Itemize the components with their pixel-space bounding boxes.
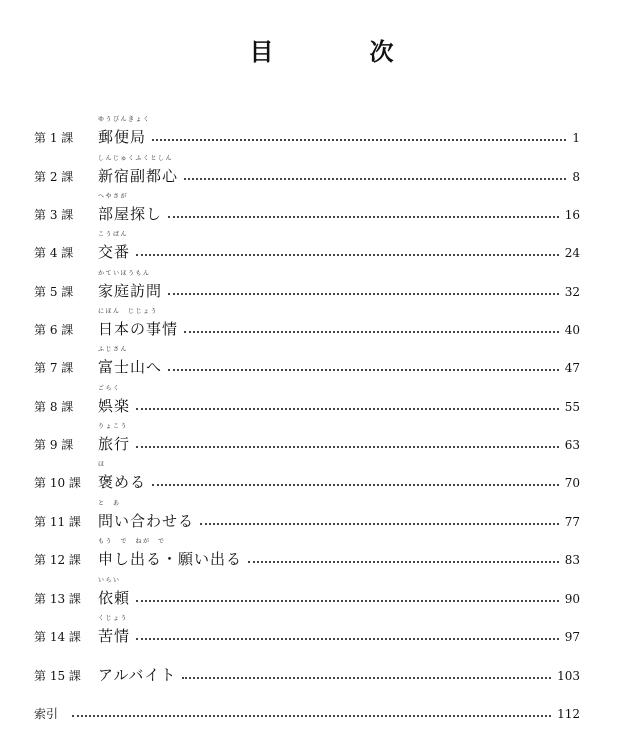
page-number: 77 bbox=[564, 515, 580, 529]
lesson-number: 第 3 課 bbox=[34, 208, 74, 222]
dot-leader bbox=[136, 638, 559, 640]
page-number: 40 bbox=[564, 323, 580, 337]
lesson-number: 第 1 課 bbox=[34, 131, 74, 145]
page-number: 97 bbox=[564, 630, 580, 644]
toc-entry-lesson-15[interactable] bbox=[34, 654, 580, 684]
lesson-title-block bbox=[98, 116, 151, 146]
page-number: 83 bbox=[564, 553, 580, 567]
furigana-reading: ほ bbox=[98, 461, 106, 468]
page-number: 16 bbox=[564, 208, 580, 222]
dot-leader bbox=[136, 254, 559, 256]
lesson-title: 家庭訪問 bbox=[98, 282, 163, 300]
page-title: 目 次 bbox=[249, 38, 430, 66]
lesson-title-block bbox=[98, 155, 178, 185]
dot-leader bbox=[152, 139, 566, 141]
lesson-number: 第 11 課 bbox=[34, 515, 81, 529]
page-number: 24 bbox=[564, 246, 580, 260]
toc-entry-lesson-1[interactable] bbox=[34, 116, 580, 146]
dot-leader bbox=[184, 178, 566, 180]
lesson-title-block bbox=[98, 193, 162, 223]
lesson-number: 第 7 課 bbox=[34, 361, 74, 375]
furigana-reading: こうばん bbox=[98, 231, 129, 238]
furigana-reading: しんじゅくふくとしん bbox=[98, 155, 174, 162]
toc-entry-lesson-3[interactable] bbox=[34, 193, 580, 223]
lesson-title: 部屋探し bbox=[98, 205, 163, 223]
dot-leader bbox=[136, 408, 559, 410]
lesson-number: 第 8 課 bbox=[34, 400, 74, 414]
lesson-title-block bbox=[98, 423, 130, 453]
furigana-reading: と あ bbox=[98, 500, 121, 507]
lesson-number: 第 4 課 bbox=[34, 246, 74, 260]
page-number: 55 bbox=[564, 400, 580, 414]
page-number: 70 bbox=[564, 476, 580, 490]
dot-leader bbox=[184, 331, 559, 333]
dot-leader bbox=[152, 484, 559, 486]
toc-entry-lesson-12[interactable] bbox=[34, 538, 580, 568]
dot-leader bbox=[136, 446, 559, 448]
lesson-title-block bbox=[98, 654, 176, 684]
lesson-title: 問い合わせる bbox=[98, 512, 195, 530]
furigana-reading: いらい bbox=[98, 577, 121, 584]
toc-entry-lesson-4[interactable] bbox=[34, 231, 580, 261]
furigana-reading: へやさが bbox=[98, 193, 129, 200]
lesson-title: 富士山へ bbox=[98, 358, 163, 376]
page-number: 32 bbox=[564, 285, 580, 299]
lesson-title: 娯楽 bbox=[98, 397, 131, 415]
lesson-title: 新宿副都心 bbox=[98, 167, 179, 185]
index-label: 索引 bbox=[34, 707, 59, 721]
toc-entry-lesson-8[interactable] bbox=[34, 385, 580, 415]
lesson-title: 褒める bbox=[98, 473, 147, 491]
toc-entry-lesson-7[interactable] bbox=[34, 346, 580, 376]
lesson-number: 第 2 課 bbox=[34, 170, 74, 184]
furigana-reading: にほん じじょう bbox=[98, 308, 159, 315]
dot-leader bbox=[248, 561, 559, 563]
lesson-title-block bbox=[98, 577, 130, 607]
toc-entry-lesson-11[interactable] bbox=[34, 500, 580, 530]
page-number: 8 bbox=[572, 170, 580, 184]
page-number: 47 bbox=[564, 361, 580, 375]
furigana-reading: ごらく bbox=[98, 385, 121, 392]
furigana-reading: ゆうびんきょく bbox=[98, 116, 151, 123]
lesson-title-block bbox=[98, 615, 130, 645]
page-number: 1 bbox=[572, 131, 580, 145]
toc-entry-lesson-9[interactable] bbox=[34, 423, 580, 453]
lesson-title-block bbox=[98, 346, 162, 376]
lesson-title-block bbox=[98, 385, 130, 415]
lesson-number: 第 5 課 bbox=[34, 285, 74, 299]
dot-leader bbox=[136, 600, 559, 602]
page-number: 103 bbox=[557, 669, 580, 683]
furigana-reading: りょこう bbox=[98, 423, 129, 430]
dot-leader bbox=[200, 523, 559, 525]
lesson-number: 第 6 課 bbox=[34, 323, 74, 337]
lesson-title: アルバイト bbox=[98, 666, 177, 684]
lesson-title-block bbox=[98, 231, 130, 261]
lesson-title: 日本の事情 bbox=[98, 320, 179, 338]
dot-leader bbox=[72, 715, 551, 717]
lesson-number: 第 15 課 bbox=[34, 669, 81, 683]
page-number: 112 bbox=[557, 707, 580, 721]
lesson-number: 第 9 課 bbox=[34, 438, 74, 452]
lesson-title: 依頼 bbox=[98, 589, 131, 607]
lesson-title: 苦情 bbox=[98, 627, 131, 645]
lesson-title: 旅行 bbox=[98, 435, 131, 453]
toc-entry-lesson-14[interactable] bbox=[34, 615, 580, 645]
lesson-title-block bbox=[98, 308, 178, 338]
page-number: 90 bbox=[564, 592, 580, 606]
furigana-reading: ふじさん bbox=[98, 346, 129, 353]
lesson-title-block bbox=[98, 270, 162, 300]
lesson-number: 第 10 課 bbox=[34, 476, 81, 490]
lesson-title-block bbox=[98, 461, 146, 491]
lesson-number: 第 13 課 bbox=[34, 592, 81, 606]
toc-entry-lesson-10[interactable] bbox=[34, 461, 580, 491]
lesson-number: 第 12 課 bbox=[34, 553, 81, 567]
lesson-title-block bbox=[98, 538, 242, 568]
toc-entry-lesson-2[interactable] bbox=[34, 155, 580, 185]
furigana-reading: くじょう bbox=[98, 615, 129, 622]
furigana-reading: もう で ねが で bbox=[98, 538, 166, 545]
toc-entry-index[interactable] bbox=[34, 692, 580, 722]
furigana-reading: かていほうもん bbox=[98, 270, 151, 277]
dot-leader bbox=[182, 677, 551, 679]
page-number: 63 bbox=[564, 438, 580, 452]
dot-leader bbox=[168, 369, 559, 371]
toc-entry-lesson-6[interactable] bbox=[34, 308, 580, 338]
lesson-title-block bbox=[98, 500, 194, 530]
dot-leader bbox=[168, 293, 559, 295]
lesson-title: 郵便局 bbox=[98, 128, 147, 146]
toc-entry-lesson-5[interactable] bbox=[34, 270, 580, 300]
lesson-number: 第 14 課 bbox=[34, 630, 81, 644]
dot-leader bbox=[168, 216, 559, 218]
lesson-title: 交番 bbox=[98, 243, 131, 261]
toc-entry-lesson-13[interactable] bbox=[34, 577, 580, 607]
lesson-title: 申し出る・願い出る bbox=[98, 550, 243, 568]
